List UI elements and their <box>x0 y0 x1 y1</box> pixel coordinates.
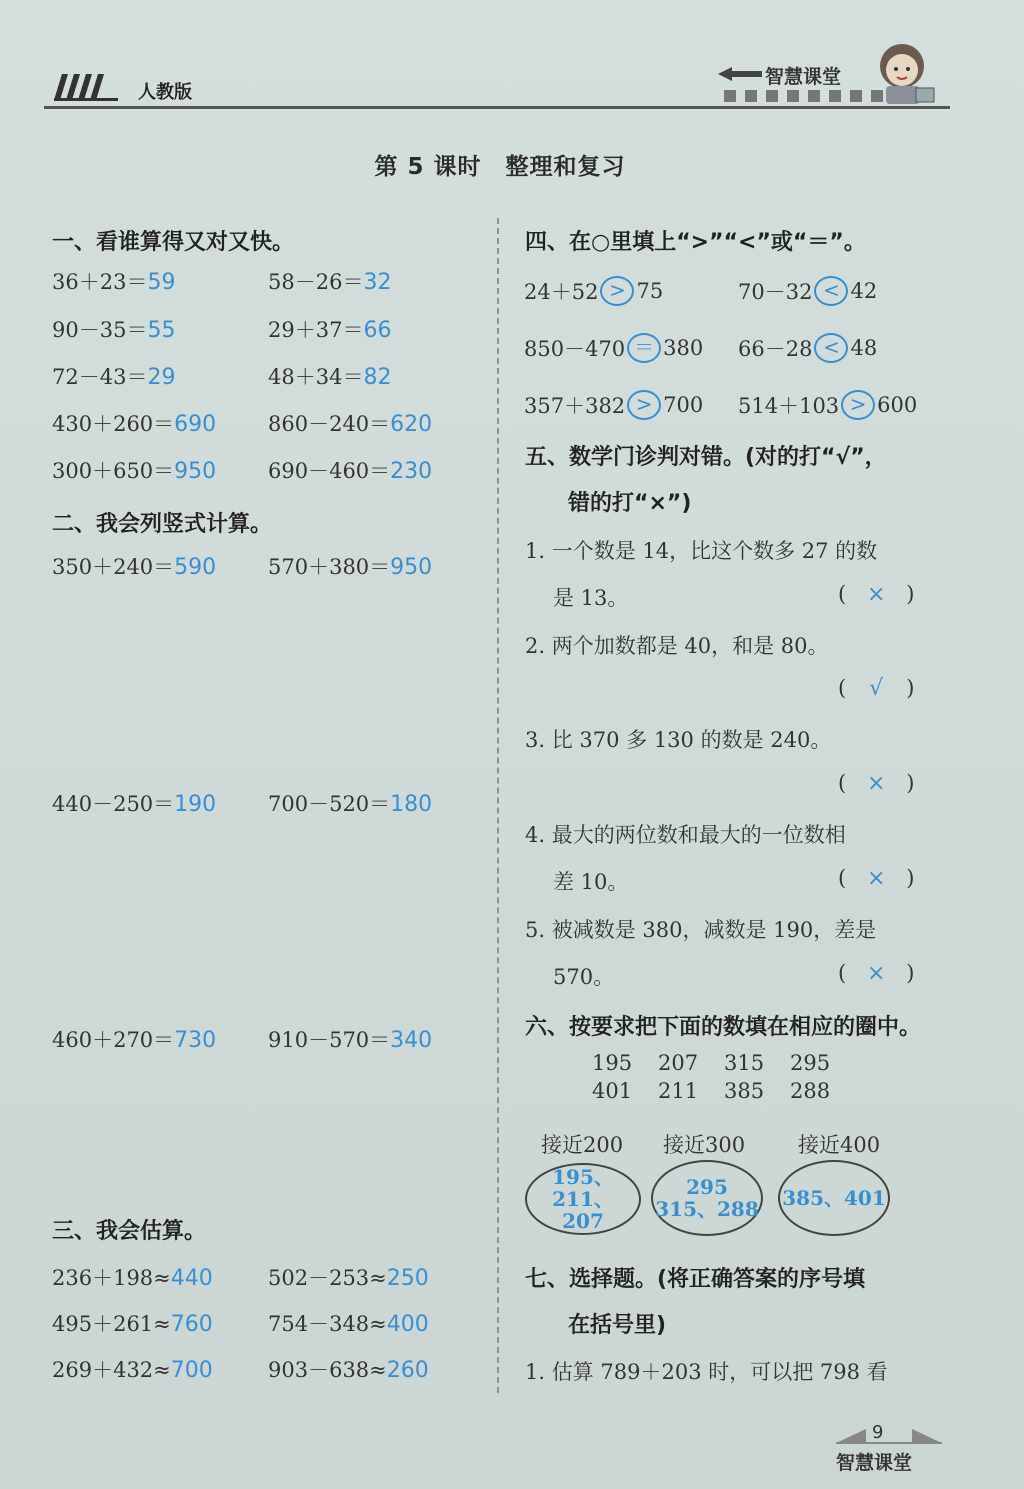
group-circle: 295 315、288 <box>651 1160 763 1236</box>
vertical-calc-item: 440－250＝190 <box>52 792 217 817</box>
judge-item-5-cont: 570。 <box>553 965 615 989</box>
section-6-heading: 六、按要求把下面的数填在相应的圈中。 <box>525 1015 922 1040</box>
section-1-heading: 一、看谁算得又对又快。 <box>52 230 295 255</box>
page-title: 第 5 课时 整理和复习 <box>374 154 626 180</box>
compare-item: 24＋52 > 75 <box>524 278 664 304</box>
group-label: 接近200 <box>541 1133 624 1157</box>
compare-item: 850－470 ＝ 380 <box>524 335 704 361</box>
series-logo-icon <box>52 72 122 102</box>
answer-paren: ( × ) <box>838 582 915 607</box>
group-label: 接近400 <box>798 1133 881 1157</box>
calc-item: 690－460＝230 <box>268 459 433 484</box>
estimate-item: 269＋432≈700 <box>52 1358 213 1383</box>
calc-item: 58－26＝32 <box>268 270 392 295</box>
vertical-calc-item: 350＋240＝590 <box>52 555 217 580</box>
edition-label: 人教版 <box>138 82 192 103</box>
answer-paren: ( × ) <box>838 771 915 796</box>
judge-item-2: 2. 两个加数都是 40，和是 80。 <box>525 634 829 658</box>
section-7-heading-cont: 在括号里) <box>568 1313 667 1338</box>
calc-item: 36＋23＝59 <box>52 270 176 295</box>
answer-paren: ( × ) <box>838 961 915 986</box>
compare-item: 514＋103 > 600 <box>738 392 918 418</box>
section-7-heading: 七、选择题。(将正确答案的序号填 <box>525 1267 866 1292</box>
calc-item: 29＋37＝66 <box>268 318 392 343</box>
brand-label: 智慧课堂 <box>765 66 842 88</box>
estimate-item: 903－638≈260 <box>268 1358 429 1383</box>
compare-item: 70－32 < 42 <box>738 278 878 304</box>
compare-item: 357＋382 > 700 <box>524 392 704 418</box>
vertical-calc-item: 570＋380＝950 <box>268 555 433 580</box>
section-5-heading-cont: 错的打“×”) <box>568 491 692 516</box>
judge-item-4: 4. 最大的两位数和最大的一位数相 <box>525 823 846 847</box>
choice-item-1: 1. 估算 789＋203 时，可以把 798 看 <box>525 1360 888 1384</box>
group-circle: 195、211、 207 <box>525 1163 641 1235</box>
judge-item-1: 1. 一个数是 14，比这个数多 27 的数 <box>525 539 878 563</box>
estimate-item: 754－348≈400 <box>268 1312 429 1337</box>
column-divider <box>497 218 499 1393</box>
compare-item: 66－28 < 48 <box>738 335 878 361</box>
section-2-heading: 二、我会列竖式计算。 <box>52 512 273 537</box>
answer-paren: ( × ) <box>838 866 915 891</box>
judge-item-5: 5. 被减数是 380，减数是 190，差是 <box>525 918 877 942</box>
vertical-calc-item: 910－570＝340 <box>268 1028 433 1053</box>
page-number: 9 <box>872 1422 884 1443</box>
judge-item-4-cont: 差 10。 <box>553 870 629 894</box>
group-label: 接近300 <box>663 1133 746 1157</box>
calc-item: 300＋650＝950 <box>52 459 217 484</box>
calc-item: 90－35＝55 <box>52 318 176 343</box>
judge-item-1-cont: 是 13。 <box>553 586 629 610</box>
number-list-row: 195 207 315 295 <box>592 1051 831 1075</box>
answer-paren: ( √ ) <box>838 676 915 701</box>
vertical-calc-item: 460＋270＝730 <box>52 1028 217 1053</box>
calc-item: 72－43＝29 <box>52 365 176 390</box>
vertical-calc-item: 700－520＝180 <box>268 792 433 817</box>
estimate-item: 502－253≈250 <box>268 1266 429 1291</box>
arrow-left-icon <box>718 66 762 82</box>
page-arrow-icon <box>836 1425 942 1445</box>
number-list-row: 401 211 385 288 <box>592 1079 831 1103</box>
calc-item: 430＋260＝690 <box>52 412 217 437</box>
estimate-item: 236＋198≈440 <box>52 1266 213 1291</box>
section-4-heading: 四、在○里填上“>”“<”或“＝”。 <box>525 230 866 255</box>
section-3-heading: 三、我会估算。 <box>52 1219 207 1244</box>
section-5-heading: 五、数学门诊判对错。(对的打“√”， <box>525 445 887 470</box>
group-circle: 385、401 <box>778 1160 890 1236</box>
calc-item: 48＋34＝82 <box>268 365 392 390</box>
header-rule <box>44 106 950 109</box>
estimate-item: 495＋261≈760 <box>52 1312 213 1337</box>
judge-item-3: 3. 比 370 多 130 的数是 240。 <box>525 728 832 752</box>
mascot-girl-icon <box>868 40 938 106</box>
footer-brand: 智慧课堂 <box>836 1452 913 1474</box>
calc-item: 860－240＝620 <box>268 412 433 437</box>
